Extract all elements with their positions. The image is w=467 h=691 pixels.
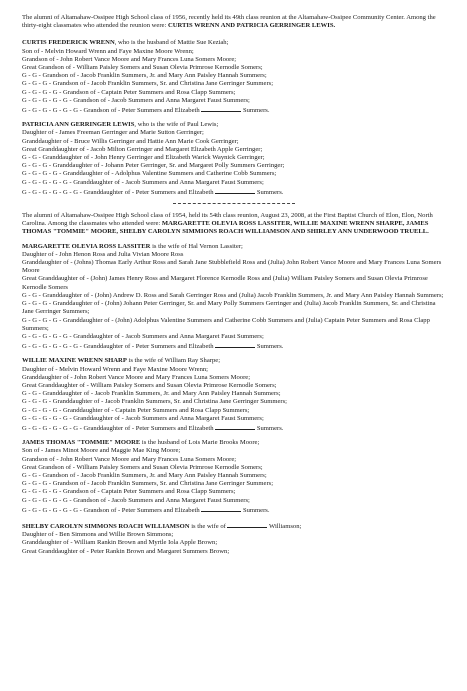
entry-willie xyxy=(22,357,445,433)
entry-margarette xyxy=(22,243,445,352)
lineage-line: G - G - G - G - Grandson of - Captain Peter Summers and Rosa Clapp Summers; xyxy=(22,488,236,496)
section-divider xyxy=(173,203,295,204)
entry-james xyxy=(22,439,445,515)
lineage-line-end: Summers. xyxy=(256,188,284,196)
lineage-line: Granddaughter of - William Rankin Brown and Myrtle Iola Apple Brown; xyxy=(22,539,218,547)
intro-1954-names: MARGARETTE OLEVIA ROSS LASSITER, WILLIE MAXINE WRENN SHARPE, JAMES THOMAS "TOMMIE" MOORE, SHELBY CAROLYN SIMMIONS ROACH WILLIAMSON AND SHIRLEY ANN UNDERWOOD TRUELL. xyxy=(22,220,429,236)
lineage-line: Great Granddaughter of - Peter Rankin Brown and Margaret Summers Brown; xyxy=(22,547,230,555)
lineage-line: Granddaughter of - (Johns) Thomas Early Arthur Ross and Sarah Jane Stubblefield Ross and (Julia) John Robert Vance Moore and Mary Frances Luna Somers Moore xyxy=(22,259,442,275)
lineage-line: G - G - G - G - G - Granddaughter of - Jacob Summers and Anna Margaret Faust Summers; xyxy=(22,178,264,186)
lineage-line: G - G - G - Granddaughter of - (John) Johann Peter Gerringer, Sr. and Mary Polly Summers Gerringer and (Julia) Jacob Franklin Summers, Sr. and Christina Jane Gerringer Summers; xyxy=(22,300,436,316)
lineage-line: G - G - G - G - G - G - Grandson of - Peter Summers and Elizabeth xyxy=(22,506,200,514)
lineage-line: Great Grandson of - William Paisley Somers and Susan Olevia Primrose Kernodle Somers; xyxy=(22,463,263,471)
lineage-line: G - G - G - G - G - G - Granddaughter of - Peter Summers and Elizabeth xyxy=(22,424,214,432)
entry-heading-name: CURTIS FREDERICK WRENN xyxy=(22,39,115,47)
entry-patricia xyxy=(22,121,445,197)
lineage-line: Daughter of - John Henon Ross and Julia Vivian Moore Ross xyxy=(22,250,184,258)
intro-1956-names: CURTIS WRENN AND PATRICIA GERRINGER LEWIS. xyxy=(167,22,336,30)
blank-line xyxy=(215,187,255,194)
entry-heading-name: PATRICIA ANN GERRINGER LEWIS xyxy=(22,121,135,129)
lineage-line-end: Summers. xyxy=(256,424,284,432)
entry-heading-rest: is the husband of Lois Marie Brooks Moore; xyxy=(140,439,260,447)
lineage-line: G - G - G - G - G - G - Grandson of - Peter Summers and Elizabeth xyxy=(22,107,200,115)
blank-line xyxy=(215,423,255,430)
entry-heading-rest: is the wife of William Ray Sharpe; xyxy=(126,357,221,365)
lineage-line: Grandson of - John Robert Vance Moore and Mary Frances Luna Somers Moore; xyxy=(22,455,237,463)
intro-1954-text: The alumni of Altamahaw-Ossipee High School class of 1954, held its 54th class reunion, August 23, 2008, at the First Baptist Church of Elon, Elon, North Carolina. Among the classmates who attended were: xyxy=(22,212,433,228)
intro-1956 xyxy=(22,14,445,30)
entry-heading-name: WILLIE MAXINE WRENN SHARP xyxy=(22,357,127,365)
lineage-line: G - G - G - Grandson of - Jacob Franklin Summers, Sr. and Christina Jane Gerringer Summers; xyxy=(22,480,274,488)
entry-heading-rest: is the wife of xyxy=(189,522,226,530)
lineage-line: G - G - G - G - Granddaughter of - Adolphus Valentine Summers and Catherine Cobb Summers; xyxy=(22,170,277,178)
lineage-line: G - G - G - G - Grandson of - Captain Peter Summers and Rosa Clapp Summers; xyxy=(22,88,236,96)
entry-shelby xyxy=(22,521,445,556)
entry-heading-rest: , who is the husband of Mattie Sue Keziah; xyxy=(114,39,229,47)
lineage-line-end: Summers. xyxy=(242,107,270,115)
lineage-line: Son of - Melvin Howard Wrenn and Faye Maxine Moore Wrenn; xyxy=(22,47,194,55)
lineage-line: Grandson of - John Robert Vance Moore and Mary Frances Luna Somers Moore; xyxy=(22,55,237,63)
lineage-line: G - G - G - G - Granddaughter of - Captain Peter Summers and Rosa Clapp Summers; xyxy=(22,406,250,414)
lineage-line: G - G - G - G - G - G - Granddaughter of - Peter Summers and Elizabeth xyxy=(22,343,214,351)
blank-line xyxy=(201,505,241,512)
entry-heading-rest: is the wife of Hal Vernon Lassiter; xyxy=(150,242,243,250)
entry-heading-name: JAMES THOMAS "TOMMIE" MOORE xyxy=(22,439,141,447)
lineage-line: G - G - Granddaughter of - (John) Andrew D. Ross and Sarah Gerringer Ross and (Julia) Jacob Franklin Summers, Jr. and Mary Ann Paisley Hannah Summers; xyxy=(22,291,444,299)
lineage-line: G - G - G - G - Granddaughter of - (John) Adolphus Valentine Summers and Catherine Cobb Summers and (Julia) Captain Peter Summers and Rosa Clapp Summers; xyxy=(22,316,430,332)
lineage-line: Daughter of - Melvin Howard Wrenn and Faye Maxine Moore Wrenn; xyxy=(22,365,208,373)
lineage-line: G - G - G - G - G - G - Granddaughter of - Peter Summers and Elizabeth xyxy=(22,188,214,196)
blank-line xyxy=(201,105,241,112)
intro-1956-text: The alumni of Altamahaw-Ossipee High School class of 1956, recently held its 49th class reunion at the Altamahaw-Ossipee Community Center. Among the thirty-eight classmates who attended the reunion were: xyxy=(22,14,436,30)
lineage-line: G - G - G - Granddaughter of - Johann Peter Gerringer, Sr. and Margaret Polly Summers Gerringer; xyxy=(22,162,285,170)
lineage-line: G - G - Granddaughter of - John Henry Gerringer and Elizabeth Warick Waynick Gerringer; xyxy=(22,154,265,162)
lineage-line: G - G - G - G - G - Grandson of - Jacob Summers and Anna Margaret Faust Summers; xyxy=(22,96,250,104)
entry-heading-suffix: Williamson; xyxy=(269,522,302,530)
lineage-line: Granddaughter of - Bruce Willis Gerringer and Hattie Ann Marie Cook Gerringer; xyxy=(22,137,239,145)
lineage-line: G - G - Granddaughter of - Jacob Franklin Summers, Jr. and Mary Ann Paisley Hannah Summers; xyxy=(22,390,281,398)
lineage-line: G - G - G - Granddaughter of - Jacob Franklin Summers, Sr. and Christina Jane Gerringer Summers; xyxy=(22,398,287,406)
lineage-line: G - G - G - G - G - Granddaughter of - Jacob Summers and Anna Margaret Faust Summers; xyxy=(22,332,264,340)
lineage-line: Great Grandson of - William Paisley Somers and Susan Olevia Primrose Kernodle Somers; xyxy=(22,64,263,72)
entry-curtis xyxy=(22,39,445,115)
lineage-line: G - G - Grandson of - Jacob Franklin Summers, Jr. and Mary Ann Paisley Hannah Summers; xyxy=(22,471,267,479)
lineage-line: Great Granddaughter of - Jacob Milton Gerringer and Margaret Elizabeth Apple Gerringer; xyxy=(22,145,263,153)
lineage-line: Son of - James Minot Moore and Maggie Mae King Moore; xyxy=(22,447,181,455)
intro-1954 xyxy=(22,212,445,237)
lineage-line: Granddaughter of - John Robert Vance Moore and Mary Frances Luna Somers Moore; xyxy=(22,373,251,381)
lineage-line-end: Summers. xyxy=(256,343,284,351)
lineage-line: Great Granddaughter of - (John) James Henry Ross and Margaret Florence Kernodle Ross and (Julia) William Paisley Somers and Susan Olevia Primrose Kernodle Somers xyxy=(22,275,428,291)
entry-heading-name: SHELBY CAROLYN SIMMONS ROACH WILLIAMSON xyxy=(22,522,190,530)
lineage-line: G - G - G - G - G - Granddaughter of - Jacob Summers and Anna Margaret Faust Summers; xyxy=(22,414,264,422)
blank-line xyxy=(215,341,255,348)
lineage-line: Great Granddaughter of - William Paisley Somers and Susan Olevia Primrose Kernodle Somers; xyxy=(22,381,277,389)
entry-heading-name: MARGARETTE OLEVIA ROSS LASSITER xyxy=(22,242,151,250)
lineage-line: G - G - G - G - G - Grandson of - Jacob Summers and Anna Margaret Faust Summers; xyxy=(22,496,250,504)
lineage-line: G - G - G - Grandson of - Jacob Franklin Summers, Sr. and Christina Jane Gerringer Summers; xyxy=(22,80,274,88)
lineage-line: G - G - Grandson of - Jacob Franklin Summers, Jr. and Mary Ann Paisley Hannah Summers; xyxy=(22,72,267,80)
lineage-line-end: Summers. xyxy=(242,506,270,514)
blank-line xyxy=(227,521,267,528)
entry-heading-rest: , who is the wife of Paul Lewis; xyxy=(134,121,219,129)
lineage-line: Daughter of - Ben Simmons and Willie Brown Simmons; xyxy=(22,531,174,539)
lineage-line: Daughter of - James Freeman Gerringer and Marie Sutton Gerringer; xyxy=(22,129,204,137)
